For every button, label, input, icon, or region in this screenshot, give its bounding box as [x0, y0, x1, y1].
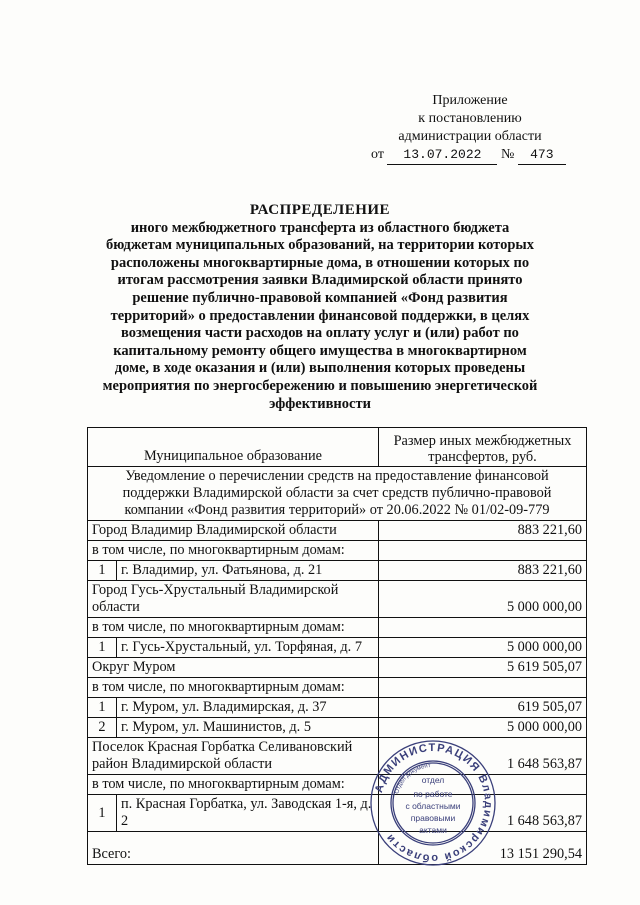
decree-number: 473 — [518, 146, 566, 165]
house-index: 1 — [88, 795, 117, 832]
house-amount: 1 648 563,87 — [379, 795, 587, 832]
house-address: п. Красная Горбатка, ул. Заводская 1-я, д. 2 — [117, 795, 379, 832]
notice-text: Уведомление о перечислении средств на предоставление финансовой поддержки Владимирской области за счет средств публично-правовой компании «Фонд развития территорий» от 20.06.2022 № 01/02-09-779 — [88, 467, 587, 521]
subheader-row — [88, 618, 587, 638]
municipality-name: Поселок Красная Горбатка Селивановский район Владимирской области — [88, 738, 379, 775]
title-line: эффективности — [269, 395, 371, 412]
house-index: 2 — [88, 718, 117, 738]
subheader-row — [88, 541, 587, 561]
total-label: Всего: — [88, 832, 379, 865]
subheader-row — [88, 678, 587, 698]
house-amount: 619 505,07 — [379, 698, 587, 718]
title-line: территорий» о предоставлении финансовой поддержки, в целях — [110, 307, 530, 324]
municipality-row — [88, 581, 587, 618]
appendix-block — [355, 92, 585, 165]
appendix-line-1: Приложение — [432, 93, 508, 108]
subheader-text: в том числе, по многоквартирным домам: — [88, 618, 379, 638]
header-amount-line-2: трансфертов, руб. — [428, 449, 537, 465]
title-line: возмещения части расходов на оплату услуг и (или) работ по — [121, 325, 519, 342]
subheader-empty — [379, 541, 587, 561]
municipality-amount: 5 000 000,00 — [379, 581, 587, 618]
header-amount — [379, 428, 587, 467]
header-amount-line-1: Размер иных межбюджетных — [393, 433, 572, 449]
document-title — [70, 202, 570, 413]
title-line: итогам рассмотрения заявки Владимирской области принято — [117, 272, 523, 289]
subheader-empty — [379, 678, 587, 698]
subheader-empty — [379, 618, 587, 638]
house-row — [88, 718, 587, 738]
municipality-name: Город Гусь-Хрустальный Владимирской области — [88, 581, 379, 618]
municipality-amount: 883 221,60 — [379, 521, 587, 541]
title-line: иного межбюджетного трансферта из областного бюджета — [130, 219, 510, 236]
municipality-name: Округ Муром — [88, 658, 379, 678]
title-heading: РАСПРЕДЕЛЕНИЕ — [249, 202, 391, 218]
house-index: 1 — [88, 698, 117, 718]
stamp-inner-4: правовыми — [410, 813, 456, 823]
notice-row — [88, 467, 587, 521]
total-row — [88, 832, 587, 865]
title-line: бюджетам муниципальных образований, на территории которых — [105, 237, 534, 254]
municipality-row — [88, 521, 587, 541]
house-index: 1 — [88, 638, 117, 658]
municipality-amount: 5 619 505,07 — [379, 658, 587, 678]
subheader-text: в том числе, по многоквартирным домам: — [88, 541, 379, 561]
municipality-name: Город Владимир Владимирской области — [88, 521, 379, 541]
header-municipality: Муниципальное образование — [88, 428, 379, 467]
municipality-amount: 1 648 563,87 — [379, 738, 587, 775]
house-row — [88, 698, 587, 718]
title-body — [70, 220, 570, 414]
stamp-arc-text: Отдел документ — [394, 763, 431, 795]
title-line: доме, в ходе оказания и (или) выполнения которых проведены — [114, 360, 526, 377]
title-line: решение публично-правовой компанией «Фонд развития — [132, 289, 508, 306]
subheader-text: в том числе, по многоквартирным домам: — [88, 775, 379, 795]
table-header-row — [88, 428, 587, 467]
house-address: г. Владимир, ул. Фатьянова, д. 21 — [117, 561, 379, 581]
house-amount: 5 000 000,00 — [379, 718, 587, 738]
house-index: 1 — [88, 561, 117, 581]
house-amount: 5 000 000,00 — [379, 638, 587, 658]
title-line: капитальному ремонту общего имущества в многоквартирном — [113, 342, 527, 359]
appendix-line-2: к постановлению — [418, 111, 522, 126]
house-address: г. Муром, ул. Машинистов, д. 5 — [117, 718, 379, 738]
decree-date: 13.07.2022 — [387, 146, 497, 165]
stamp-inner-1: отдел — [421, 775, 445, 785]
stamp-inner-3: с областными — [405, 801, 461, 811]
stamp-ring-text: АДМИНИСТРАЦИЯ Владимирской области — [373, 741, 495, 865]
number-prefix: № — [500, 147, 515, 162]
house-row — [88, 561, 587, 581]
title-line: мероприятия по энергосбережению и повышению энергетической — [102, 377, 538, 394]
house-address: г. Гусь-Хрустальный, ул. Торфяная, д. 7 — [117, 638, 379, 658]
total-amount: 13 151 290,54 — [379, 832, 587, 865]
house-row — [88, 795, 587, 832]
appendix-line-3: администрации области — [398, 129, 542, 144]
house-row — [88, 638, 587, 658]
house-amount: 883 221,60 — [379, 561, 587, 581]
municipality-row — [88, 738, 587, 775]
house-address: г. Муром, ул. Владимирская, д. 37 — [117, 698, 379, 718]
subheader-text: в том числе, по многоквартирным домам: — [88, 678, 379, 698]
subheader-row — [88, 775, 587, 795]
stamp-inner-5: актами — [419, 825, 447, 835]
municipality-row — [88, 658, 587, 678]
stamp-inner-2: по работе — [413, 789, 453, 799]
subheader-empty — [379, 775, 587, 795]
distribution-table — [87, 427, 587, 865]
date-prefix: от — [371, 147, 384, 162]
appendix-reference — [355, 146, 585, 165]
title-line: расположены многоквартирные дома, в отношении которых по — [110, 254, 530, 271]
